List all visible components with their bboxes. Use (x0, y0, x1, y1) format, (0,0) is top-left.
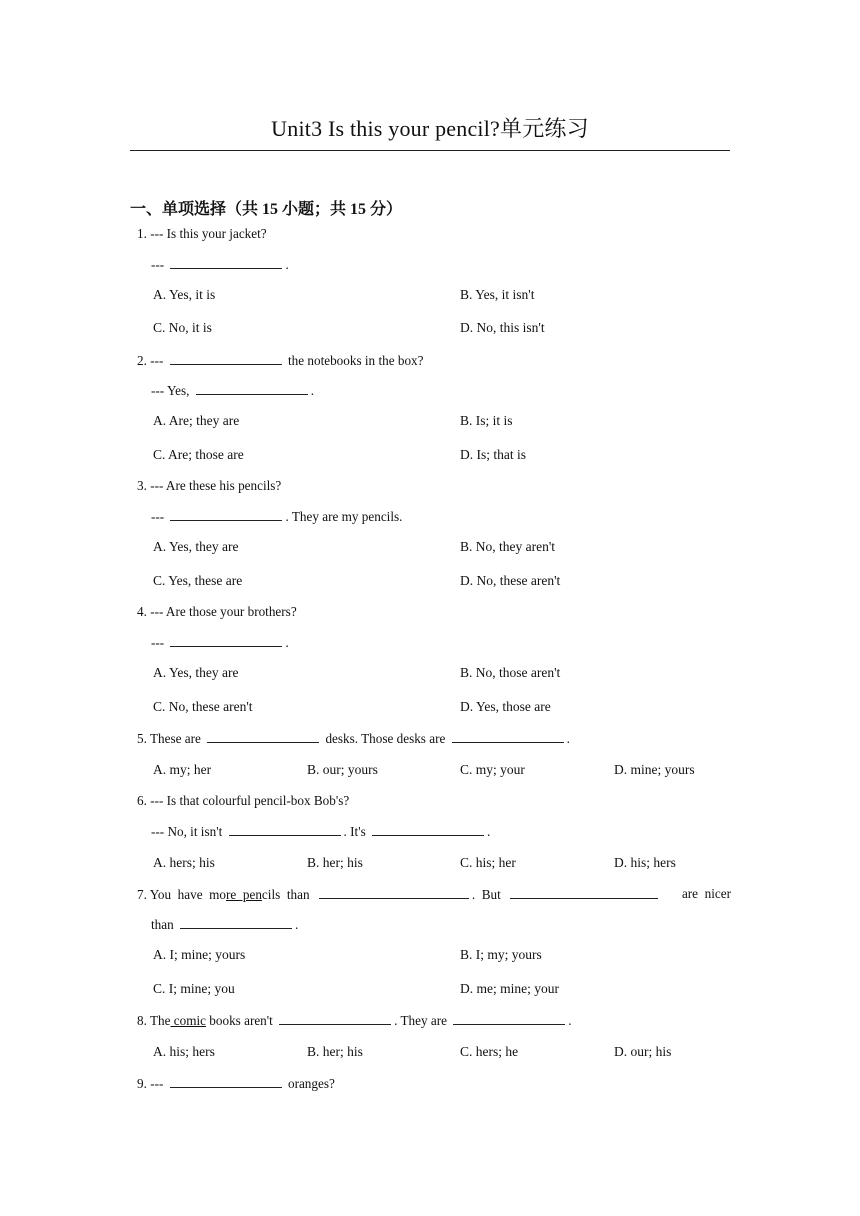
question-5-option-d: D. mine; yours (614, 762, 695, 777)
answer-prefix: --- Yes, (151, 383, 190, 398)
question-8-option-c: C. hers; he (460, 1044, 519, 1059)
question-8-option-a: A. his; hers (153, 1044, 215, 1059)
stem-text: . They are (394, 1013, 447, 1028)
answer-blank (207, 730, 319, 743)
question-6-answer-line: --- No, it isn't . It's . (151, 824, 491, 839)
answer-blank (452, 730, 564, 743)
stem-text: 8. The (137, 1013, 171, 1028)
question-5-option-c: C. my; your (460, 762, 525, 777)
stem-text: than (151, 917, 174, 932)
answer-blank (510, 886, 658, 899)
answer-blank (170, 256, 282, 269)
stem-prefix: 9. --- (137, 1076, 164, 1091)
question-2-stem (137, 352, 423, 369)
question-1-stem: 1. --- Is this your jacket? (137, 226, 267, 241)
answer-blank (372, 823, 484, 836)
question-6-option-c: C. his; her (460, 855, 516, 870)
answer-blank (170, 508, 282, 521)
question-1-option-c: C. No, it is (153, 320, 212, 335)
stem-text: oranges? (287, 1076, 335, 1091)
answer-blank (453, 1012, 565, 1025)
stem-text: cils than (261, 887, 310, 902)
question-3-option-a: A. Yes, they are (153, 539, 239, 554)
section-heading: 一、单项选择（共 15 小题；共 15 分） (130, 201, 403, 218)
question-2-option-d: D. Is; that is (460, 447, 526, 462)
question-3-option-d: D. No, these aren't (460, 573, 561, 588)
page-title: Unit3 Is this your pencil?单元练习 (271, 116, 589, 141)
answer-prefix: --- (151, 635, 165, 650)
question-6-option-a: A. hers; his (153, 855, 215, 870)
answer-blank (170, 634, 282, 647)
question-2-option-b: B. Is; it is (460, 413, 513, 428)
stem-underlined-text: re pen (226, 887, 262, 902)
stem-text: are nicer (681, 886, 731, 901)
question-1-option-b: B. Yes, it isn't (460, 287, 535, 302)
answer-blank (196, 382, 308, 395)
stem-text: desks. Those desks are (325, 731, 446, 746)
question-4-option-b: B. No, those aren't (460, 665, 561, 680)
question-6-option-d: D. his; hers (614, 855, 676, 870)
answer-blank (319, 886, 469, 899)
question-6-stem: 6. --- Is that colourful pencil-box Bob's? (137, 793, 350, 808)
question-3-stem: 3. --- Are these his pencils? (137, 478, 282, 493)
question-7-option-a: A. I; mine; yours (153, 947, 246, 962)
answer-blank (170, 352, 282, 365)
question-1-option-d: D. No, this isn't (460, 320, 545, 335)
stem-text: 7. You have mo (137, 887, 227, 902)
question-1-option-a: A. Yes, it is (153, 287, 216, 302)
question-3-answer-line (151, 508, 402, 525)
question-1-answer-line: --- . (151, 257, 289, 272)
answer-blank (170, 1075, 282, 1088)
answer-blank (229, 823, 341, 836)
answer-mid: . It's (343, 824, 366, 839)
question-7-option-b: B. I; my; yours (460, 947, 542, 962)
question-7-continuation: than . (151, 917, 299, 932)
question-5-stem: 5. These are desks. Those desks are . (137, 731, 570, 746)
answer-blank (180, 916, 292, 929)
answer-blank (279, 1012, 391, 1025)
title-rule (130, 150, 730, 151)
question-8-option-b: B. her; his (307, 1044, 363, 1059)
question-5-option-a: A. my; her (153, 762, 212, 777)
question-2-answer-line: --- Yes, . (151, 383, 315, 398)
question-8-stem: 8. The comic books aren't . They are . (137, 1013, 572, 1028)
answer-prefix: --- No, it isn't (151, 824, 223, 839)
question-2-option-a: A. Are; they are (153, 413, 240, 428)
answer-suffix: . They are my pencils. (285, 509, 403, 524)
question-3-option-b: B. No, they aren't (460, 539, 556, 554)
answer-prefix: --- (151, 509, 165, 524)
question-7-option-c: C. I; mine; you (153, 981, 235, 996)
stem-prefix: 5. These are (137, 731, 201, 746)
question-4-option-a: A. Yes, they are (153, 665, 239, 680)
question-3-option-c: C. Yes, these are (153, 573, 243, 588)
stem-text: books aren't (205, 1013, 273, 1028)
question-4-answer-line: --- . (151, 635, 289, 650)
question-4-option-c: C. No, these aren't (153, 699, 253, 714)
question-7-stem (137, 886, 731, 903)
stem-underlined-text: comic (170, 1013, 206, 1028)
stem-text: the notebooks in the box? (287, 353, 424, 368)
question-7-option-d: D. me; mine; your (460, 981, 559, 996)
question-5-option-b: B. our; yours (307, 762, 378, 777)
question-4-stem: 4. --- Are those your brothers? (137, 604, 297, 619)
stem-text: . But (471, 887, 501, 902)
stem-prefix: 2. --- (137, 353, 164, 368)
question-2-option-c: C. Are; those are (153, 447, 244, 462)
question-4-option-d: D. Yes, those are (460, 699, 551, 714)
question-9-stem (137, 1075, 335, 1092)
question-8-option-d: D. our; his (614, 1044, 672, 1059)
answer-prefix: --- (151, 257, 165, 272)
question-6-option-b: B. her; his (307, 855, 363, 870)
